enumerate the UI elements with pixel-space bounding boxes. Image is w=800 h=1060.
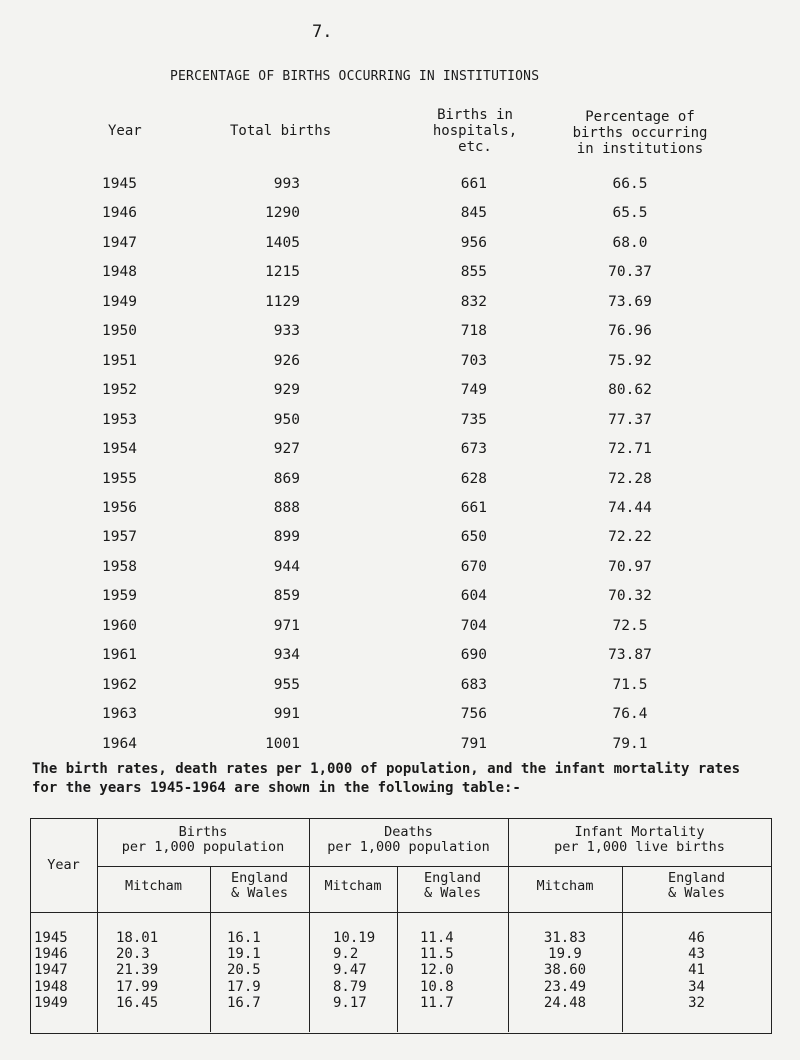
rates-cell-i-ew: 43 xyxy=(688,946,705,963)
year-cell: 1948 xyxy=(102,264,137,281)
rates-table-row xyxy=(30,930,770,946)
rates-table-row xyxy=(30,979,770,995)
percentage-cell: 72.28 xyxy=(608,470,652,487)
rates-cell-d-mitcham: 10.19 xyxy=(333,930,376,946)
table-row xyxy=(0,235,800,259)
subheader-infant-mitcham: Mitcham xyxy=(536,878,594,894)
hospital-births-cell: 791 xyxy=(460,735,487,752)
total-births-cell: 1129 xyxy=(265,293,300,310)
table-row xyxy=(0,412,800,436)
total-births-cell: 950 xyxy=(273,411,300,428)
year-cell: 1946 xyxy=(102,205,137,222)
year-cell: 1952 xyxy=(102,382,137,399)
hospital-births-cell: 661 xyxy=(460,176,487,192)
rates-cell-i-mitcham: 31.83 xyxy=(543,930,587,946)
hospital-births-cell: 690 xyxy=(460,647,487,664)
percentage-cell: 79.1 xyxy=(612,735,648,752)
year-cell: 1962 xyxy=(102,676,137,693)
hospital-births-cell: 661 xyxy=(460,499,487,516)
year-cell: 1963 xyxy=(102,706,137,723)
total-births-cell: 1215 xyxy=(265,264,300,281)
hospital-births-cell: 670 xyxy=(460,558,487,575)
rates-cell-b-mitcham: 17.99 xyxy=(116,978,159,995)
rates-cell-i-ew: 34 xyxy=(688,978,705,995)
rates-table-row xyxy=(30,995,770,1011)
table-row xyxy=(0,323,800,347)
percentage-cell: 76.96 xyxy=(608,323,652,340)
hospital-births-cell: 604 xyxy=(460,588,487,605)
total-births-cell: 899 xyxy=(273,529,300,546)
percentage-cell: 66.5 xyxy=(612,176,648,192)
rates-cell-year: 1947 xyxy=(34,962,68,979)
total-births-cell: 1405 xyxy=(265,234,300,251)
table-row xyxy=(0,500,800,524)
table-row xyxy=(0,294,800,318)
percentage-cell: 71.5 xyxy=(612,676,648,693)
hospital-births-cell: 749 xyxy=(460,382,487,399)
percentage-cell: 70.32 xyxy=(608,588,652,605)
rates-cell-b-ew: 20.5 xyxy=(227,962,261,979)
rates-cell-b-ew: 19.1 xyxy=(227,946,261,963)
total-births-cell: 927 xyxy=(273,441,300,458)
rates-header-infant-mortality: Infant Mortality per 1,000 live births xyxy=(554,824,725,855)
table-row xyxy=(0,736,800,760)
rates-cell-year: 1945 xyxy=(34,930,68,946)
subheader-deaths-mitcham: Mitcham xyxy=(324,878,382,894)
year-cell: 1964 xyxy=(102,735,137,752)
rates-cell-b-ew: 16.7 xyxy=(227,994,261,1011)
hospital-births-cell: 832 xyxy=(460,293,487,310)
rates-cell-year: 1949 xyxy=(34,994,68,1011)
table-row xyxy=(0,588,800,612)
header-births-in-hospitals: Births in hospitals, etc. xyxy=(432,107,518,155)
rates-table xyxy=(30,818,772,1034)
rates-cell-b-mitcham: 20.3 xyxy=(116,946,150,963)
rates-cell-d-ew: 11.7 xyxy=(420,994,454,1011)
rates-cell-d-mitcham: 9.17 xyxy=(333,994,367,1011)
total-births-cell: 944 xyxy=(273,558,300,575)
hospital-births-cell: 673 xyxy=(460,441,487,458)
hospital-births-cell: 703 xyxy=(460,352,487,369)
rates-cell-i-mitcham: 38.60 xyxy=(543,962,587,979)
year-cell: 1960 xyxy=(102,617,137,634)
hospital-births-cell: 650 xyxy=(460,529,487,546)
year-cell: 1947 xyxy=(102,234,137,251)
hospital-births-cell: 704 xyxy=(460,617,487,634)
hospital-births-cell: 756 xyxy=(460,706,487,723)
total-births-cell: 859 xyxy=(273,588,300,605)
rates-cell-i-mitcham: 24.48 xyxy=(543,994,587,1011)
hospital-births-cell: 735 xyxy=(460,411,487,428)
percentage-cell: 65.5 xyxy=(612,205,648,222)
percentage-cell: 76.4 xyxy=(612,706,648,723)
percentage-cell: 80.62 xyxy=(608,382,652,399)
rates-cell-year: 1948 xyxy=(34,978,68,995)
percentage-cell: 72.22 xyxy=(608,529,652,546)
rates-cell-d-ew: 12.0 xyxy=(420,962,454,979)
rates-cell-i-mitcham: 23.49 xyxy=(543,978,587,995)
rates-cell-d-ew: 10.8 xyxy=(420,978,454,995)
total-births-cell: 971 xyxy=(273,617,300,634)
percentage-cell: 68.0 xyxy=(612,234,648,251)
rates-cell-year: 1946 xyxy=(34,946,68,963)
total-births-cell: 955 xyxy=(273,676,300,693)
total-births-cell: 993 xyxy=(273,176,300,192)
table-row xyxy=(0,441,800,465)
table-row xyxy=(0,176,800,200)
year-cell: 1957 xyxy=(102,529,137,546)
rates-cell-d-ew: 11.5 xyxy=(420,946,454,963)
total-births-cell: 1290 xyxy=(265,205,300,222)
table-row xyxy=(0,205,800,229)
subheader-infant-england-wales: England & Wales xyxy=(668,870,725,901)
header-percentage: Percentage of births occurring in institutions xyxy=(572,109,708,157)
year-cell: 1961 xyxy=(102,647,137,664)
subheader-births-mitcham: Mitcham xyxy=(125,878,182,894)
rates-header-year: Year xyxy=(47,857,80,873)
subheader-births-england-wales: England & Wales xyxy=(231,870,288,901)
table-row xyxy=(0,529,800,553)
total-births-cell: 888 xyxy=(273,499,300,516)
subheader-deaths-england-wales: England & Wales xyxy=(424,870,481,901)
rates-intro-paragraph: The birth rates, death rates per 1,000 of population, and the infant mortality rates for the years 1945-1964 are shown in the following table:- xyxy=(32,761,741,796)
total-births-cell: 869 xyxy=(273,470,300,487)
hospital-births-cell: 683 xyxy=(460,676,487,693)
table-row xyxy=(0,677,800,701)
hospital-births-cell: 956 xyxy=(460,234,487,251)
total-births-cell: 991 xyxy=(273,706,300,723)
hospital-births-cell: 845 xyxy=(460,205,487,222)
percentage-cell: 72.71 xyxy=(608,441,652,458)
rates-table-row xyxy=(30,946,770,962)
table-row xyxy=(0,647,800,671)
rates-cell-b-ew: 16.1 xyxy=(227,930,261,946)
year-cell: 1951 xyxy=(102,352,137,369)
year-cell: 1958 xyxy=(102,558,137,575)
percentage-cell: 77.37 xyxy=(608,411,652,428)
header-total-births: Total births xyxy=(230,123,332,139)
table-row xyxy=(0,264,800,288)
rates-header-births: Births per 1,000 population xyxy=(121,824,285,855)
header-year: Year xyxy=(108,123,142,139)
year-cell: 1945 xyxy=(102,176,137,192)
rates-cell-b-mitcham: 21.39 xyxy=(116,962,159,979)
hospital-births-cell: 855 xyxy=(460,264,487,281)
percentage-cell: 70.97 xyxy=(608,558,652,575)
table-row xyxy=(0,618,800,642)
page-title: PERCENTAGE OF BIRTHS OCCURRING IN INSTITUTIONS xyxy=(170,69,540,84)
page-number: 7. xyxy=(312,22,333,42)
year-cell: 1950 xyxy=(102,323,137,340)
rates-cell-b-ew: 17.9 xyxy=(227,978,261,995)
rates-cell-i-mitcham: 19.9 xyxy=(548,946,582,963)
table-row xyxy=(0,382,800,406)
year-cell: 1956 xyxy=(102,499,137,516)
rates-cell-i-ew: 32 xyxy=(688,994,705,1011)
percentage-cell: 73.87 xyxy=(608,647,652,664)
hospital-births-cell: 718 xyxy=(460,323,487,340)
year-cell: 1953 xyxy=(102,411,137,428)
percentage-cell: 72.5 xyxy=(612,617,648,634)
rates-cell-d-ew: 11.4 xyxy=(420,930,454,946)
rates-header-deaths: Deaths per 1,000 population xyxy=(327,824,490,855)
hospital-births-cell: 628 xyxy=(460,470,487,487)
rates-cell-i-ew: 46 xyxy=(688,930,705,946)
total-births-cell: 1001 xyxy=(265,735,300,752)
rates-cell-b-mitcham: 16.45 xyxy=(116,994,159,1011)
total-births-cell: 926 xyxy=(273,352,300,369)
total-births-cell: 933 xyxy=(273,323,300,340)
year-cell: 1949 xyxy=(102,293,137,310)
table-row xyxy=(0,353,800,377)
table-row xyxy=(0,706,800,730)
percentage-cell: 70.37 xyxy=(608,264,652,281)
percentage-cell: 74.44 xyxy=(608,499,652,516)
percentage-cell: 75.92 xyxy=(608,352,652,369)
year-cell: 1954 xyxy=(102,441,137,458)
year-cell: 1959 xyxy=(102,588,137,605)
percentage-cell: 73.69 xyxy=(608,293,652,310)
table-row xyxy=(0,471,800,495)
rates-cell-d-mitcham: 9.47 xyxy=(333,962,367,979)
table-row xyxy=(0,559,800,583)
rates-cell-b-mitcham: 18.01 xyxy=(116,930,159,946)
rates-cell-i-ew: 41 xyxy=(688,962,705,979)
rates-table-row xyxy=(30,962,770,978)
rates-cell-d-mitcham: 9.2 xyxy=(333,946,359,963)
total-births-cell: 934 xyxy=(273,647,300,664)
total-births-cell: 929 xyxy=(273,382,300,399)
rates-cell-d-mitcham: 8.79 xyxy=(333,978,367,995)
year-cell: 1955 xyxy=(102,470,137,487)
